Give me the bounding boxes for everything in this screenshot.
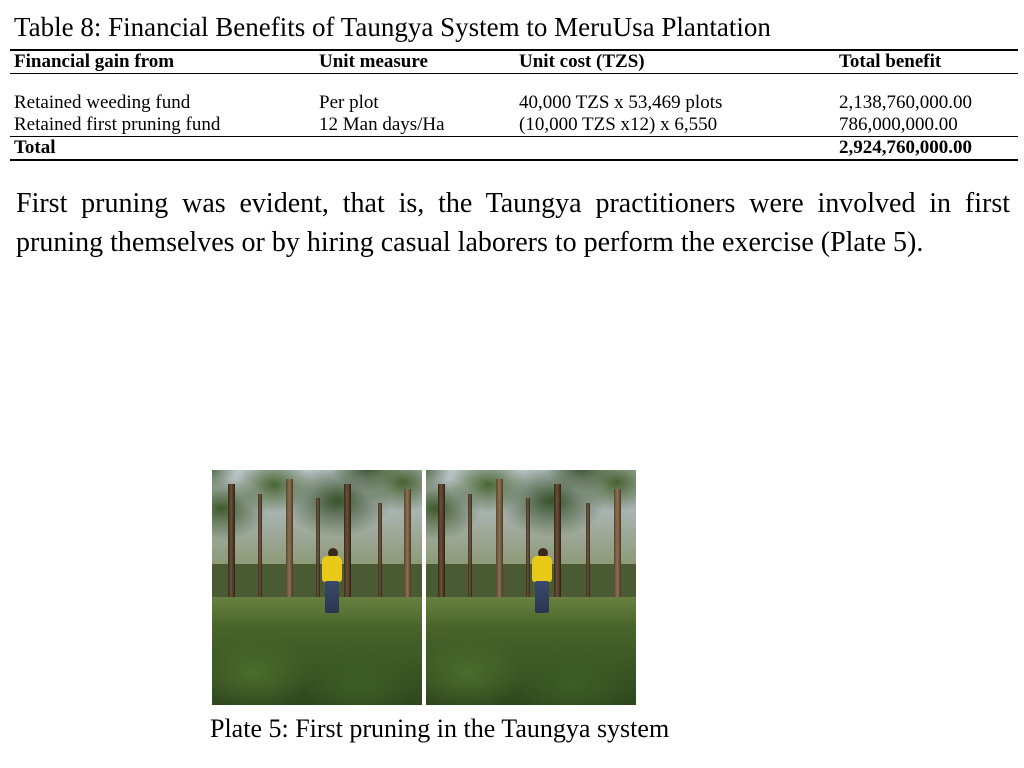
person-pruning <box>320 556 344 614</box>
plate-photos <box>212 470 636 705</box>
column-header-unit-cost: Unit cost (TZS) <box>519 51 645 73</box>
table-row <box>10 114 1018 137</box>
cell-total-benefit: 2,924,760,000.00 <box>839 137 972 159</box>
cell-total-label: Total <box>14 137 56 159</box>
undergrowth-region <box>212 597 422 705</box>
cell-total-benefit: 2,138,760,000.00 <box>839 92 972 114</box>
table-footer <box>10 137 1018 161</box>
person-yellow-shirt <box>322 556 342 582</box>
person-yellow-shirt <box>532 556 552 582</box>
column-header-financial-gain: Financial gain from <box>14 51 175 73</box>
cell-financial-gain: Retained weeding fund <box>14 92 191 114</box>
person-legs <box>535 581 549 613</box>
plate-caption: Plate 5: First pruning in the Taungya system <box>210 714 670 743</box>
column-header-total-benefit: Total benefit <box>839 51 942 73</box>
table-total-row <box>10 137 1018 161</box>
table-header-row <box>10 50 1018 74</box>
cell-unit-measure: Per plot <box>319 92 379 114</box>
table-header <box>10 50 1018 74</box>
cell-financial-gain: Retained first pruning fund <box>14 114 221 136</box>
person-legs <box>325 581 339 613</box>
cell-total-unit-cost <box>519 137 839 161</box>
table-row <box>10 74 1018 115</box>
table-title: Table 8: Financial Benefits of Taungya System to MeruUsa Plantation <box>14 12 771 42</box>
cell-total-benefit: 786,000,000.00 <box>839 114 958 136</box>
cell-unit-cost: 40,000 TZS x 53,469 plots <box>519 92 723 114</box>
body-paragraph: First pruning was evident, that is, the Taungya practitioners were involved in first pruning themselves or by hiring casual laborers to perform the exercise (Plate 5). <box>16 188 1010 258</box>
column-header-unit-measure: Unit measure <box>319 51 428 73</box>
photo-right-pruning <box>426 470 636 705</box>
financial-benefits-table <box>10 49 1018 161</box>
plate-figure <box>210 470 670 744</box>
table-body <box>10 74 1018 137</box>
cell-unit-cost: (10,000 TZS x12) x 6,550 <box>519 114 718 136</box>
photo-left-pruning <box>212 470 422 705</box>
cell-total-unit-measure <box>319 137 519 161</box>
cell-unit-measure: 12 Man days/Ha <box>319 114 445 136</box>
person-pruning <box>530 556 554 614</box>
